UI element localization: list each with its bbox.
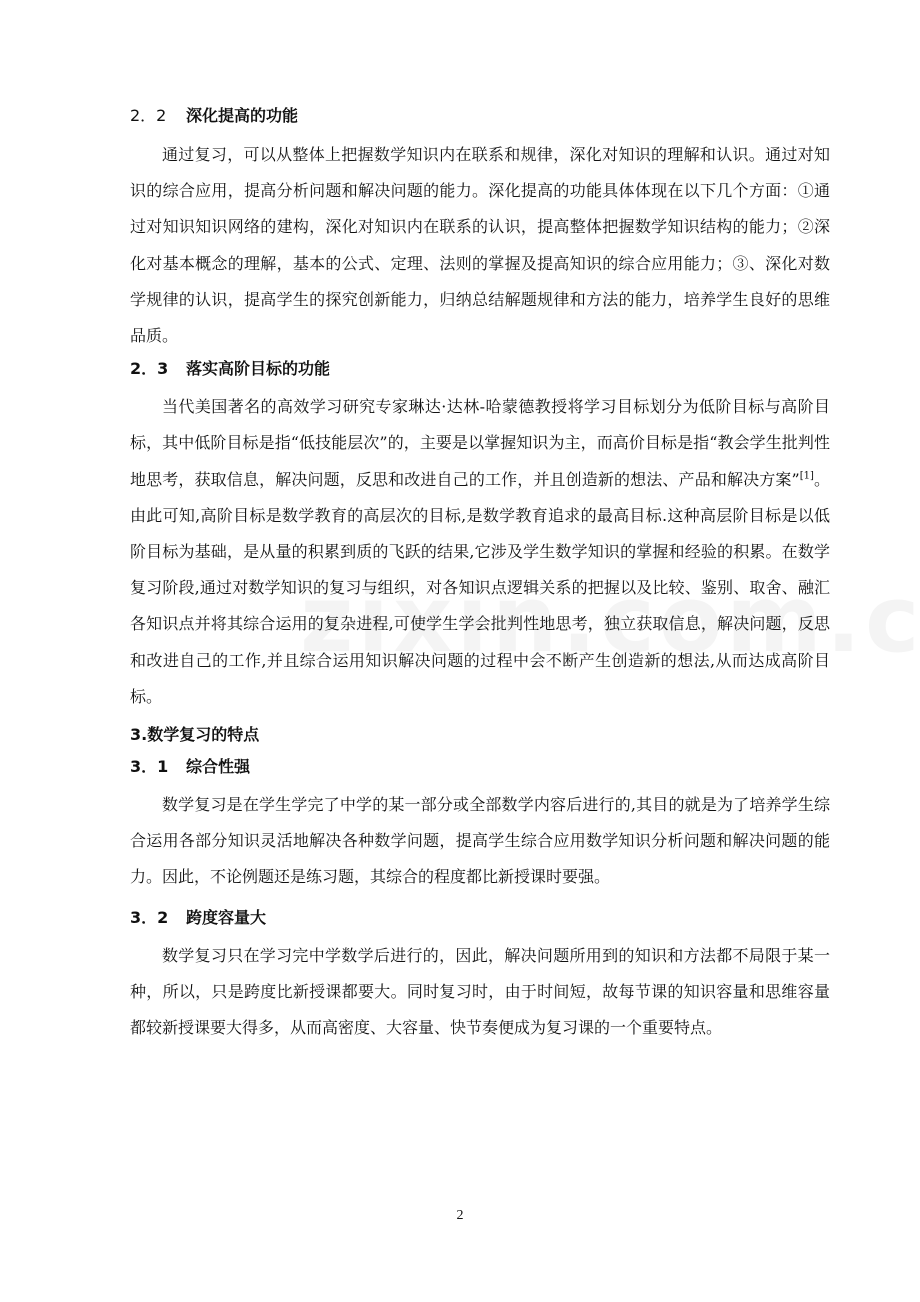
citation-1: [1]	[799, 470, 814, 482]
heading-2-2	[130, 104, 830, 128]
heading-2-2-number: 2．2	[130, 106, 167, 125]
heading-3: 3.数学复习的特点	[130, 725, 260, 745]
paragraph-3-1: 数学复习是在学生学完了中学的某一部分或全部数学内容后进行的,其目的就是为了培养学生综合运用各部分知识灵活地解决各种数学问题，提高学生综合应用数学知识分析问题和解决问题的能力。因此，不论例题还是练习题，其综合的程度都比新授课时要强。	[130, 795, 830, 887]
heading-3-1-title: 综合性强	[186, 757, 251, 777]
heading-2-3	[130, 357, 830, 381]
paragraph-3-2: 数学复习只在学习完中学数学后进行的，因此，解决问题所用到的知识和方法都不局限于某一种，所以，只是跨度比新授课都要大。同时复习时，由于时间短，故每节课的知识容量和思维容量都较新授课要大得多，从而高密度、大容量、快节奏便成为复习课的一个重要特点。	[130, 945, 830, 1038]
paragraph-2-3	[130, 389, 830, 715]
paragraph-2-3-part2: 。由此可知,高阶目标是数学教育的高层次的目标,是数学教育追求的最高目标.这种高层阶目标是以低阶目标为基础，是从量的积累到质的飞跃的结果,它涉及学生数学知识的掌握和经验的积累。在数学复习阶段,通过对数学知识的复习与组织，对各知识点逻辑关系的把握以及比较、鉴别、取舍、融汇各知识点并将其综合运用的复杂进程,可使学生学会批判性地思考，独立获取信息，解决问题，反思和改进自己的工作,并且综合运用知识解决问题的过程中会不断产生创造新的想法,从而达成高阶目标。	[130, 469, 830, 706]
heading-3-2-title: 跨度容量大	[186, 907, 267, 927]
paragraph-2-3-part1: 当代美国著名的高效学习研究专家琳达·达林-哈蒙德教授将学习目标划分为低阶目标与高阶目标，其中低阶目标是指“低技能层次”的，主要是以掌握知识为主，而高价目标是指“教会学生批判性地思考，获取信息，解决问题，反思和改进自己的工作，并且创造新的想法、产品和解决方案”	[130, 397, 830, 489]
heading-3-1	[130, 755, 830, 779]
heading-3-2	[130, 906, 830, 930]
heading-2-2-title: 深化提高的功能	[186, 106, 299, 125]
page-number: 2	[456, 1208, 464, 1223]
heading-2-3-title: 落实高阶目标的功能	[186, 359, 331, 379]
paragraph-2-2: 通过复习，可以从整体上把握数学知识内在联系和规律，深化对知识的理解和认识。通过对知识的综合应用，提高分析问题和解决问题的能力。深化提高的功能具体体现在以下几个方面：①通过对知识知识网络的建构，深化对知识内在联系的认识，提高整体把握数学知识结构的能力；②深化对基本概念的理解，基本的公式、定理、法则的掌握及提高知识的综合应用能力；③、深化对数学规律的认识，提高学生的探究创新能力，归纳总结解题规律和方法的能力，培养学生良好的思维品质。	[130, 145, 830, 346]
heading-3-1-number: 3．1	[130, 757, 169, 777]
heading-2-3-number: 2．3	[130, 359, 169, 379]
heading-3-2-number: 3．2	[130, 907, 169, 927]
page-content	[130, 104, 830, 1046]
